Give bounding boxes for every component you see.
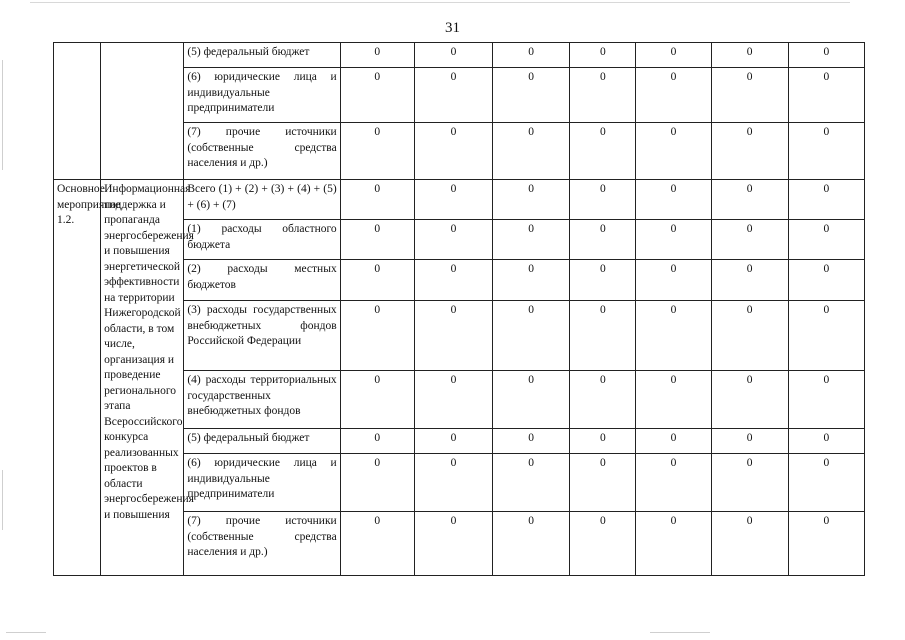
value-cell: 0 xyxy=(570,512,636,576)
value-cell: 0 xyxy=(788,512,864,576)
value-cell: 0 xyxy=(788,180,864,220)
scan-margin-mark xyxy=(2,60,3,170)
funding-source-label: (5) федеральный бюджет xyxy=(184,429,340,454)
value-cell: 0 xyxy=(414,123,492,180)
value-cell: 0 xyxy=(340,301,414,371)
value-cell: 0 xyxy=(788,68,864,123)
value-cell: 0 xyxy=(711,180,788,220)
value-cell: 0 xyxy=(414,180,492,220)
value-cell: 0 xyxy=(414,260,492,301)
value-cell: 0 xyxy=(493,454,570,512)
value-cell: 0 xyxy=(788,301,864,371)
funding-source-label: (6) юридические лица и индивидуальные предприниматели xyxy=(184,454,340,512)
value-cell: 0 xyxy=(788,43,864,68)
project-cell-continued xyxy=(54,43,101,180)
value-cell: 0 xyxy=(340,512,414,576)
budget-table xyxy=(53,42,865,576)
value-cell: 0 xyxy=(493,371,570,429)
funding-source-label: (1) расходы областного бюджета xyxy=(184,220,340,260)
funding-source-label: (2) расходы местных бюджетов xyxy=(184,260,340,301)
scan-bottom-mark xyxy=(650,632,710,633)
value-cell: 0 xyxy=(493,260,570,301)
value-cell: 0 xyxy=(493,220,570,260)
table-row xyxy=(54,43,865,68)
value-cell: 0 xyxy=(788,220,864,260)
value-cell: 0 xyxy=(788,123,864,180)
value-cell: 0 xyxy=(570,68,636,123)
value-cell: 0 xyxy=(711,429,788,454)
value-cell: 0 xyxy=(570,43,636,68)
value-cell: 0 xyxy=(340,68,414,123)
activity-cell-continued xyxy=(101,43,184,180)
value-cell: 0 xyxy=(636,371,711,429)
value-cell: 0 xyxy=(788,429,864,454)
value-cell: 0 xyxy=(340,260,414,301)
value-cell: 0 xyxy=(636,220,711,260)
value-cell: 0 xyxy=(493,512,570,576)
value-cell: 0 xyxy=(636,180,711,220)
funding-source-label: Всего (1) + (2) + (3) + (4) + (5) + (6) + (7) xyxy=(184,180,340,220)
value-cell: 0 xyxy=(636,43,711,68)
value-cell: 0 xyxy=(711,123,788,180)
value-cell: 0 xyxy=(414,68,492,123)
value-cell: 0 xyxy=(636,301,711,371)
value-cell: 0 xyxy=(788,454,864,512)
value-cell: 0 xyxy=(636,454,711,512)
value-cell: 0 xyxy=(788,260,864,301)
value-cell: 0 xyxy=(493,123,570,180)
value-cell: 0 xyxy=(340,371,414,429)
project-label: Основное мероприятие 1.2. xyxy=(54,180,101,576)
value-cell: 0 xyxy=(711,220,788,260)
value-cell: 0 xyxy=(493,429,570,454)
value-cell: 0 xyxy=(711,301,788,371)
page-number: 31 xyxy=(445,20,460,36)
value-cell: 0 xyxy=(636,429,711,454)
value-cell: 0 xyxy=(570,429,636,454)
funding-source-label: (4) расходы территориальных государственных внебюджетных фондов xyxy=(184,371,340,429)
table-row xyxy=(54,180,865,220)
value-cell: 0 xyxy=(414,43,492,68)
value-cell: 0 xyxy=(414,454,492,512)
value-cell: 0 xyxy=(340,454,414,512)
value-cell: 0 xyxy=(570,123,636,180)
value-cell: 0 xyxy=(340,180,414,220)
value-cell: 0 xyxy=(711,43,788,68)
scan-top-edge xyxy=(30,2,850,3)
value-cell: 0 xyxy=(414,220,492,260)
activity-name: Информационная поддержка и пропаганда энергосбережения и повышения энергетической эффективности на территории Нижегородской области, в том числе, организация и проведение регионального этапа Всероссийского конкурса реализованных проектов в области энергосбережения и повышения xyxy=(101,180,184,576)
value-cell: 0 xyxy=(414,429,492,454)
value-cell: 0 xyxy=(636,512,711,576)
value-cell: 0 xyxy=(570,301,636,371)
funding-source-label: (5) федеральный бюджет xyxy=(184,43,340,68)
value-cell: 0 xyxy=(414,512,492,576)
funding-source-label: (7) прочие источники (собственные средства населения и др.) xyxy=(184,123,340,180)
value-cell: 0 xyxy=(340,123,414,180)
value-cell: 0 xyxy=(570,371,636,429)
value-cell: 0 xyxy=(340,220,414,260)
value-cell: 0 xyxy=(570,454,636,512)
value-cell: 0 xyxy=(711,454,788,512)
value-cell: 0 xyxy=(570,220,636,260)
value-cell: 0 xyxy=(414,371,492,429)
value-cell: 0 xyxy=(493,68,570,123)
value-cell: 0 xyxy=(570,260,636,301)
value-cell: 0 xyxy=(636,260,711,301)
funding-source-label: (3) расходы государственных внебюджетных фондов Российской Федерации xyxy=(184,301,340,371)
value-cell: 0 xyxy=(711,260,788,301)
value-cell: 0 xyxy=(414,301,492,371)
scan-margin-mark xyxy=(2,470,3,530)
value-cell: 0 xyxy=(711,512,788,576)
funding-source-label: (7) прочие источники (собственные средства населения и др.) xyxy=(184,512,340,576)
value-cell: 0 xyxy=(570,180,636,220)
value-cell: 0 xyxy=(340,429,414,454)
value-cell: 0 xyxy=(493,43,570,68)
value-cell: 0 xyxy=(493,180,570,220)
budget-table-body xyxy=(54,43,865,576)
funding-source-label: (6) юридические лица и индивидуальные предприниматели xyxy=(184,68,340,123)
scan-bottom-mark xyxy=(6,632,46,633)
value-cell: 0 xyxy=(493,301,570,371)
value-cell: 0 xyxy=(340,43,414,68)
value-cell: 0 xyxy=(788,371,864,429)
value-cell: 0 xyxy=(711,68,788,123)
value-cell: 0 xyxy=(636,68,711,123)
value-cell: 0 xyxy=(711,371,788,429)
value-cell: 0 xyxy=(636,123,711,180)
